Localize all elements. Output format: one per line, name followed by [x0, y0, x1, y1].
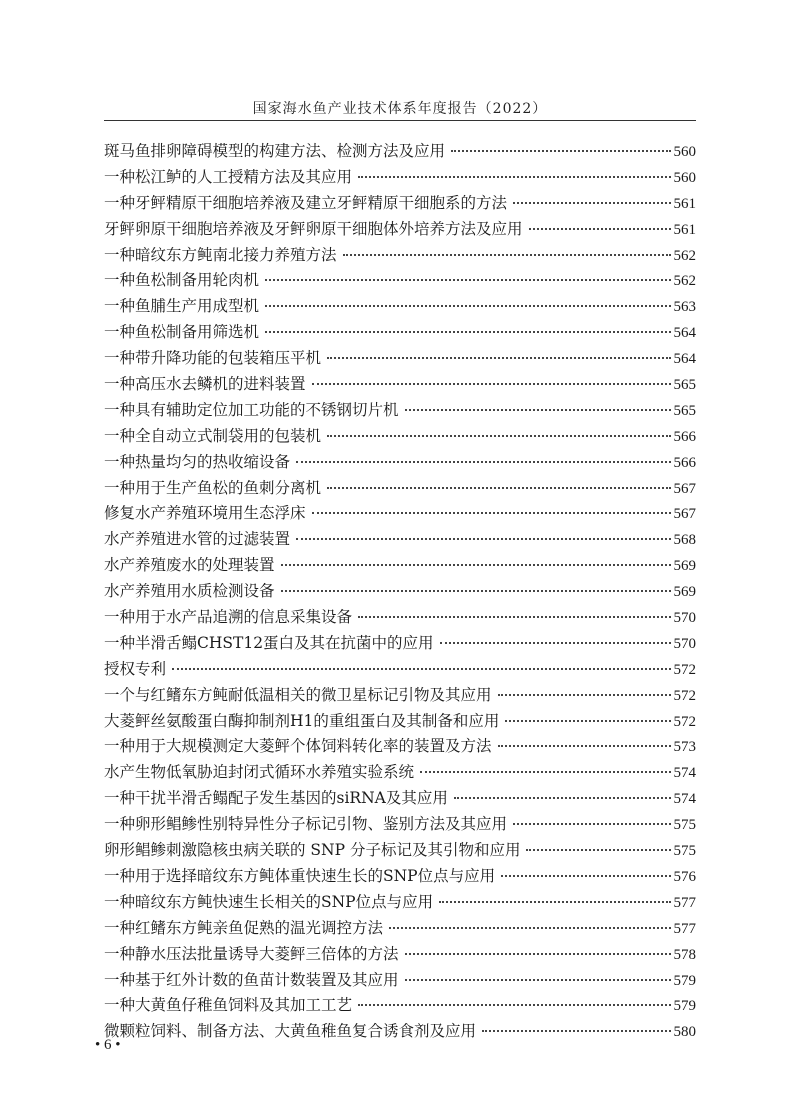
toc-entry-title: 一种具有辅助定位加工功能的不锈钢切片机: [104, 400, 399, 419]
toc-entry-title: 水产生物低氧胁迫封闭式循环水养殖实验系统: [104, 763, 415, 782]
dot-leader: [281, 589, 671, 592]
toc-entry-page: 569: [673, 584, 696, 601]
toc-entry-page: 570: [673, 635, 696, 652]
toc-entry-title: 一种鱼脯生产用成型机: [104, 297, 260, 316]
toc-entry: [104, 709, 696, 735]
toc-entry-page: 572: [673, 687, 696, 704]
dot-leader: [358, 1003, 670, 1006]
toc-entry: [104, 424, 696, 450]
toc-entry-page: 578: [673, 946, 696, 963]
toc-entry-title: 卵形鲳鲹刺激隐核虫病关联的 SNP 分子标记及其引物和应用: [104, 841, 521, 860]
toc-entry-title: 水产养殖用水质检测设备: [104, 582, 275, 601]
toc-entry-page: 560: [673, 144, 696, 160]
toc-entry-title: 水产养殖进水管的过滤装置: [104, 530, 291, 549]
toc-entry-page: 564: [673, 351, 696, 368]
toc-entry-title: 一种全自动立式制袋用的包装机: [104, 426, 322, 445]
toc-entry-page: 568: [673, 532, 696, 549]
toc-entry-title: 一种卵形鲳鲹性别特异性分子标记引物、鉴别方法及其应用: [104, 815, 508, 834]
dot-leader: [440, 641, 671, 644]
toc-entry-page: 577: [673, 920, 696, 937]
toc-entry: [104, 191, 696, 217]
toc-entry-page: 565: [673, 377, 696, 394]
dot-leader: [405, 952, 671, 955]
toc-entry-page: 562: [673, 273, 696, 290]
dot-leader: [327, 486, 670, 489]
dot-leader: [405, 978, 671, 981]
toc-entry-title: 一个与红鳍东方鲀耐低温相关的微卫星标记引物及其应用: [104, 685, 492, 704]
dot-leader: [526, 848, 670, 851]
dot-leader: [529, 227, 671, 230]
toc-entry-title: 一种鱼松制备用轮肉机: [104, 271, 260, 290]
toc-entry: [104, 501, 696, 527]
dot-leader: [265, 278, 670, 281]
toc-entry: [104, 942, 696, 968]
page-number: • 6 •: [95, 1037, 121, 1053]
dot-leader: [498, 744, 671, 747]
toc-entry-page: 579: [673, 998, 696, 1015]
toc-entry-title: 一种暗纹东方鲀快速生长相关的SNP位点与应用: [104, 892, 434, 911]
dot-leader: [505, 719, 670, 722]
dot-leader: [482, 1029, 670, 1032]
toc-entry-title: 斑马鱼排卵障碍模型的构建方法、检测方法及应用: [104, 142, 446, 160]
toc-entry-title: 一种用于水产品追溯的信息采集设备: [104, 608, 353, 627]
toc-entry-title: 一种热量均匀的热收缩设备: [104, 452, 291, 471]
dot-leader: [327, 356, 670, 359]
dot-leader: [343, 253, 671, 256]
toc-entry-page: 564: [673, 325, 696, 342]
toc-entry: [104, 864, 696, 890]
toc-entry-title: 一种大黄鱼仔稚鱼饲料及其加工工艺: [104, 996, 353, 1015]
dot-leader: [439, 900, 670, 903]
toc-entry: [104, 139, 696, 165]
dot-leader: [312, 511, 671, 514]
toc-entry: [104, 683, 696, 709]
header-rule: [104, 120, 696, 121]
toc-entry: [104, 476, 696, 502]
dot-leader: [358, 175, 670, 178]
toc-entry-page: 580: [673, 1024, 696, 1041]
dot-leader: [513, 201, 670, 204]
dot-leader: [312, 382, 671, 385]
toc-entry: [104, 1019, 696, 1045]
toc-entry: [104, 993, 696, 1019]
toc-entry: [104, 217, 696, 243]
table-of-contents: [104, 139, 696, 1045]
toc-entry-title: 修复水产养殖环境用生态浮床: [104, 504, 306, 523]
dot-leader: [265, 304, 670, 307]
toc-entry-title: 授权专利: [104, 659, 167, 678]
toc-entry: [104, 916, 696, 942]
toc-entry: [104, 553, 696, 579]
toc-entry: [104, 968, 696, 994]
toc-entry: [104, 760, 696, 786]
toc-entry-title: 一种静水压法批量诱导大菱鲆三倍体的方法: [104, 944, 399, 963]
dot-leader: [420, 770, 670, 773]
toc-entry-page: 574: [673, 791, 696, 808]
running-header: 国家海水鱼产业技术体系年度报告（2022）: [252, 101, 548, 117]
toc-entry: [104, 346, 696, 372]
dot-leader: [451, 149, 670, 152]
dot-leader: [405, 408, 671, 411]
toc-entry-page: 574: [673, 765, 696, 782]
toc-entry: [104, 657, 696, 683]
toc-entry-title: 一种带升降功能的包装箱压平机: [104, 349, 322, 368]
dot-leader: [513, 822, 670, 825]
toc-entry-page: 576: [673, 868, 696, 885]
toc-entry: [104, 398, 696, 424]
toc-entry-title: 微颗粒饲料、制备方法、大黄鱼稚鱼复合诱食剂及应用: [104, 1022, 477, 1041]
toc-entry: [104, 294, 696, 320]
toc-entry-page: 566: [673, 428, 696, 445]
toc-entry-title: 水产养殖废水的处理装置: [104, 556, 275, 575]
toc-entry: [104, 527, 696, 553]
toc-entry-page: 569: [673, 558, 696, 575]
toc-entry-page: 561: [673, 195, 696, 212]
toc-entry-page: 562: [673, 247, 696, 264]
toc-entry-title: 大菱鲆丝氨酸蛋白酶抑制剂H1的重组蛋白及其制备和应用: [104, 711, 500, 730]
toc-entry-title: 一种基于红外计数的鱼苗计数装置及其应用: [104, 970, 399, 989]
toc-entry-page: 579: [673, 972, 696, 989]
toc-entry-page: 563: [673, 299, 696, 316]
toc-entry-title: 牙鲆卵原干细胞培养液及牙鲆卵原干细胞体外培养方法及应用: [104, 219, 523, 238]
dot-leader: [327, 434, 670, 437]
toc-entry-page: 561: [673, 221, 696, 238]
toc-entry: [104, 605, 696, 631]
toc-entry: [104, 268, 696, 294]
dot-leader: [296, 537, 670, 540]
dot-leader: [265, 330, 670, 333]
toc-entry: [104, 165, 696, 191]
toc-entry: [104, 812, 696, 838]
toc-entry: [104, 450, 696, 476]
dot-leader: [281, 563, 671, 566]
toc-entry-title: 一种暗纹东方鲀南北接力养殖方法: [104, 245, 337, 264]
toc-entry-page: 575: [673, 843, 696, 860]
toc-entry-page: 565: [673, 402, 696, 419]
toc-entry: [104, 320, 696, 346]
toc-entry-title: 一种红鳍东方鲀亲鱼促熟的温光调控方法: [104, 918, 384, 937]
toc-entry: [104, 579, 696, 605]
toc-entry: [104, 786, 696, 812]
toc-entry: [104, 372, 696, 398]
toc-entry-title: 一种用于选择暗纹东方鲀体重快速生长的SNP位点与应用: [104, 866, 496, 885]
dot-leader: [454, 796, 671, 799]
toc-entry: [104, 838, 696, 864]
dot-leader: [501, 874, 670, 877]
toc-entry-page: 567: [673, 506, 696, 523]
dot-leader: [172, 667, 670, 670]
toc-entry-title: 一种高压水去鳞机的进料装置: [104, 375, 306, 394]
toc-entry-page: 567: [673, 480, 696, 497]
toc-entry-title: 一种干扰半滑舌鳎配子发生基因的siRNA及其应用: [104, 789, 448, 808]
dot-leader: [358, 615, 670, 618]
toc-entry-title: 一种鱼松制备用筛选机: [104, 323, 260, 342]
dot-leader: [498, 693, 671, 696]
toc-entry: [104, 243, 696, 269]
toc-entry: [104, 890, 696, 916]
toc-entry-title: 一种用于大规模测定大菱鲆个体饲料转化率的装置及方法: [104, 737, 492, 756]
toc-entry-page: 575: [673, 817, 696, 834]
toc-entry-title: 一种牙鲆精原干细胞培养液及建立牙鲆精原干细胞系的方法: [104, 193, 508, 212]
toc-entry: [104, 631, 696, 657]
toc-entry-page: 573: [673, 739, 696, 756]
toc-entry-page: 572: [673, 661, 696, 678]
toc-entry-title: 一种半滑舌鳎CHST12蛋白及其在抗菌中的应用: [104, 633, 434, 652]
toc-entry-page: 577: [673, 894, 696, 911]
dot-leader: [296, 460, 670, 463]
toc-entry-page: 560: [673, 169, 696, 186]
toc-entry: [104, 734, 696, 760]
toc-entry-page: 566: [673, 454, 696, 471]
toc-entry-page: 570: [673, 610, 696, 627]
toc-entry-title: 一种用于生产鱼松的鱼刺分离机: [104, 478, 322, 497]
toc-entry-title: 一种松江鲈的人工授精方法及其应用: [104, 167, 353, 186]
dot-leader: [389, 926, 670, 929]
toc-entry-page: 572: [673, 713, 696, 730]
